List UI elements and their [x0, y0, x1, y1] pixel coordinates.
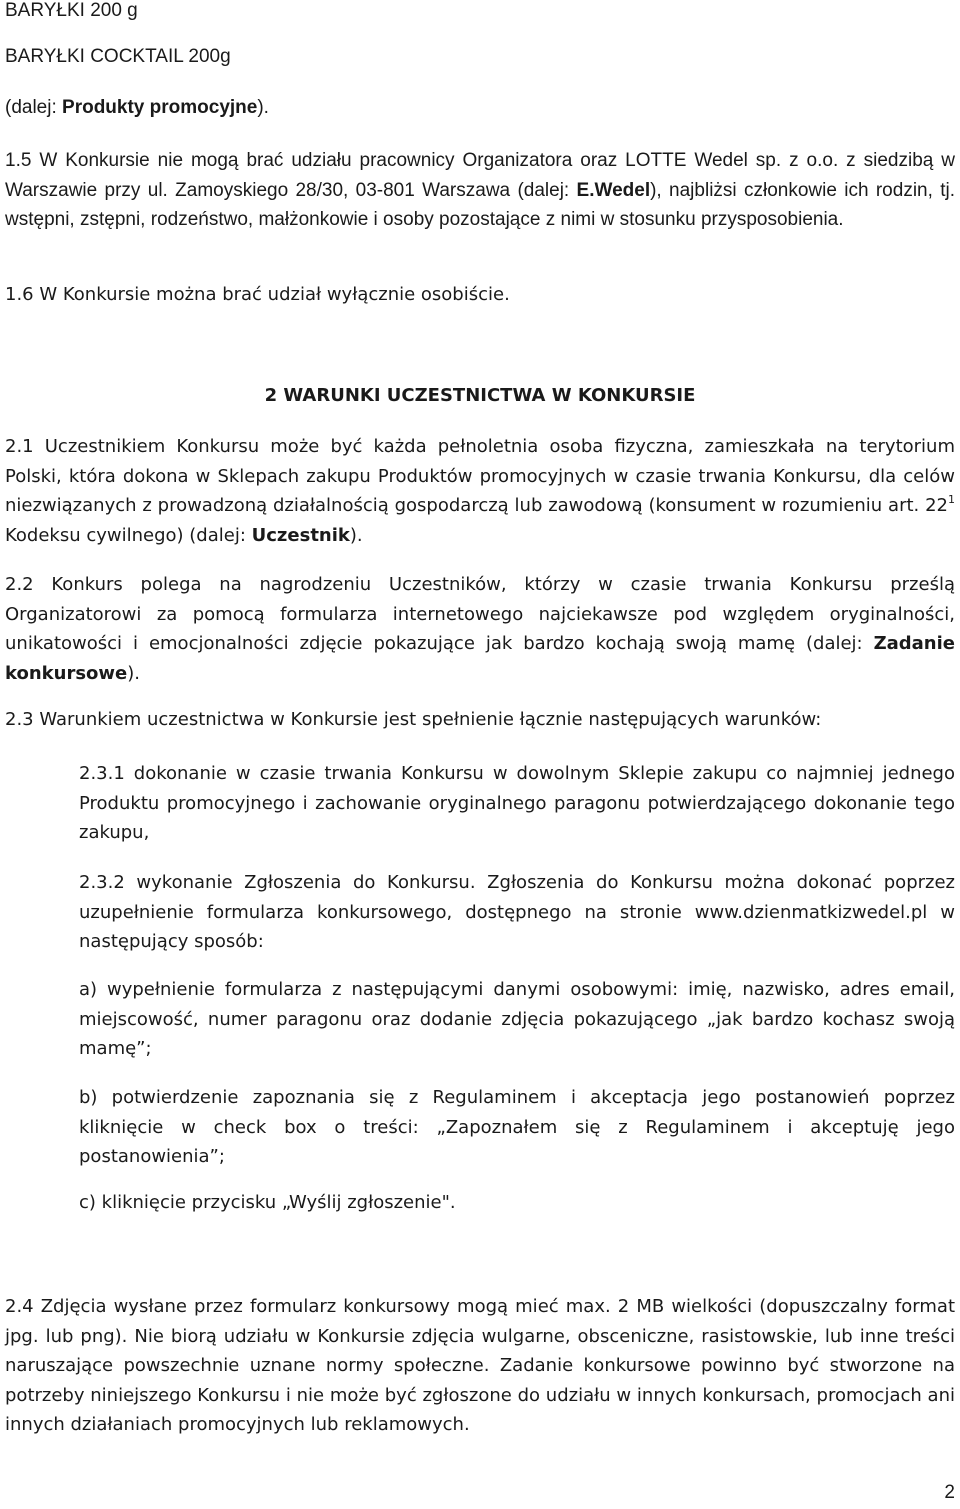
paragraph-2-1: 2.1 Uczestnikiem Konkursu może być każda pełnoletnia osoba fizyczna, zamieszkała na terytorium Polski, która dokona w Sklepach zakupu Produktów promocyjnych w czasie trwania Konkursu, dla celów niezwiązanych z prowadzoną działalnością gospodarczą lub zawodową (konsument w rozumieniu art. $22^1$ Kodeksu cywilnego) (dalej: Uczestnik).: [5, 436, 955, 546]
wedel-term: E.Wedel: [576, 179, 651, 201]
page-number: 2: [944, 1482, 955, 1503]
superscript: 1: [948, 493, 955, 506]
item-b: b) potwierdzenie zapoznania się z Regulaminem i akceptacja jego postanowień poprzez kliknięcie w check box o treści: „Zapoznałem się z Regulaminem i akceptuję jego postanowienia”;: [79, 1087, 955, 1167]
paragraph-2-2: 2.2 Konkurs polega na nagrodzeniu Uczestników, którzy w czasie trwania Konkursu prześlą Organizatorowi za pomocą formularza internetowego najciekawsze pod względem oryginalności, unikatowości i emocjonalności zdjęcie pokazujące jak bardzo kochają swoją mamę (dalej: Zadanie konkursowe).: [5, 574, 955, 684]
paragraph-2-3-1: 2.3.1 dokonanie w czasie trwania Konkursu w dowolnym Sklepie zakupu co najmniej jednego Produktu promocyjnego i zachowanie oryginalnego paragonu potwierdzającego dokonanie tego zakupu,: [79, 763, 955, 843]
paragraph-2-3: 2.3 Warunkiem uczestnictwa w Konkursie jest spełnienie łącznie następujących warunków:: [5, 709, 822, 730]
item-a: a) wypełnienie formularza z następującymi danymi osobowymi: imię, nazwisko, adres email, miejscowość, numer paragonu oraz dodanie zdjęcia pokazującego „jak bardzo kochasz swoją mamę”;: [79, 979, 955, 1059]
products-definition: (dalej: Produkty promocyjne).: [5, 97, 269, 118]
paragraph-2-3-2: 2.3.2 wykonanie Zgłoszenia do Konkursu. Zgłoszenia do Konkursu można dokonać poprzez uzupełnienie formularza konkursowego, dostępnego na stronie www.dzienmatkizwedel.pl w następujący sposób:: [79, 872, 955, 952]
task-term: Zadanie konkursowe: [5, 633, 955, 684]
paragraph-1-5: 1.5 W Konkursie nie mogą brać udziału pracownicy Organizatora oraz LOTTE Wedel sp. z o.o. z siedzibą w Warszawie przy ul. Zamoyskiego 28/30, 03-801 Warszawa (dalej: E.Wedel), najbliżsi członkowie ich rodzin, tj. wstępni, zstępni, rodzeństwo, małżonkowie i osoby pozostające z nimi w stosunku przysposobienia.: [5, 150, 955, 230]
section-heading-2: 2 WARUNKI UCZESTNICTWA W KONKURSIE: [264, 385, 696, 406]
paragraph-2-4: 2.4 Zdjęcia wysłane przez formularz konkursowy mogą mieć max. 2 MB wielkości (dopuszczalny format jpg. lub png). Nie biorą udziału w Konkursie zdjęcia wulgarne, obsceniczne, rasistowskie, lub inne treści naruszające powszechnie uznane normy społeczne. Zadanie konkursowe powinno być stworzone na potrzeby niniejszego Konkursu i nie może być zgłoszone do udziału w innych konkursach, promocjach ani innych działaniach promocyjnych lub reklamowych.: [5, 1296, 955, 1435]
item-c: c) kliknięcie przycisku „Wyślij zgłoszenie".: [79, 1192, 456, 1213]
product-line-2: BARYŁKI COCKTAIL 200g: [5, 46, 231, 67]
paragraph-1-6: 1.6 W Konkursie można brać udział wyłącznie osobiście.: [5, 284, 510, 305]
products-term: Produkty promocyjne: [62, 97, 258, 118]
participant-term: Uczestnik: [251, 524, 350, 546]
product-line-1: BARYŁKI 200 g: [5, 0, 138, 21]
